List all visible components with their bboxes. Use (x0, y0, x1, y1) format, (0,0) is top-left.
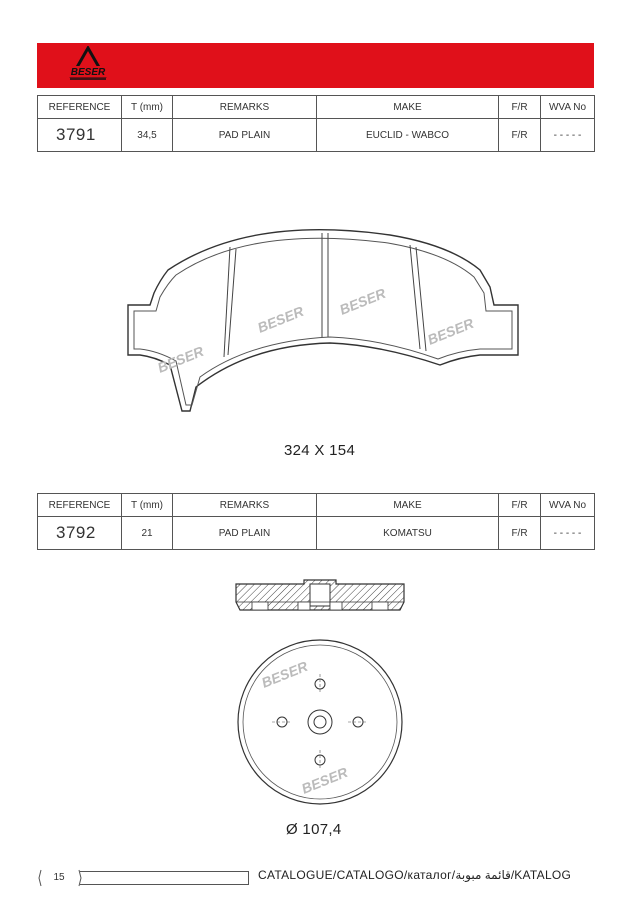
col-wva: WVA No (541, 96, 595, 119)
col-reference: REFERENCE (38, 494, 122, 517)
wva-value: - - - - - (541, 517, 595, 550)
remarks-value: PAD PLAIN (173, 517, 317, 550)
col-thickness: T (mm) (122, 96, 173, 119)
table-header-row (38, 494, 595, 517)
footer-rule (80, 871, 249, 885)
col-fr: F/R (499, 96, 541, 119)
brake-pad-drawing-3791 (120, 225, 525, 420)
watermark: BESER (155, 342, 206, 376)
make-value: EUCLID - WABCO (317, 119, 499, 152)
beser-logo-icon (60, 46, 116, 86)
col-fr: F/R (499, 494, 541, 517)
col-remarks: REMARKS (173, 96, 317, 119)
header-bar (37, 43, 594, 88)
reference-value: 3791 (38, 119, 122, 152)
logo-text: BESER (70, 67, 106, 78)
table-header-row (38, 96, 595, 119)
wva-value: - - - - - (541, 119, 595, 152)
disc-section-drawing (232, 578, 408, 618)
watermark: BESER (425, 314, 476, 348)
remarks-value: PAD PLAIN (173, 119, 317, 152)
make-value: KOMATSU (317, 517, 499, 550)
catalogue-text: CATALOGUE/CATALOGO/каталог/قائمة مبوبة/KATALOG (258, 868, 572, 882)
page-number: 15 (53, 872, 65, 883)
col-remarks: REMARKS (173, 494, 317, 517)
watermark: BESER (299, 763, 350, 797)
table-row (38, 517, 595, 550)
diameter-label: Ø 107,4 (286, 821, 342, 838)
col-make: MAKE (317, 96, 499, 119)
dimensions-label: 324 X 154 (284, 442, 356, 459)
disc-front-drawing-3792 (234, 636, 406, 808)
fr-value: F/R (499, 517, 541, 550)
spec-table-3792 (37, 493, 595, 550)
reference-value: 3792 (38, 517, 122, 550)
fr-value: F/R (499, 119, 541, 152)
watermark: BESER (255, 302, 306, 336)
col-reference: REFERENCE (38, 96, 122, 119)
table-row (38, 119, 595, 152)
col-thickness: T (mm) (122, 494, 173, 517)
thickness-value: 34,5 (122, 119, 173, 152)
col-wva: WVA No (541, 494, 595, 517)
page-number-frame (37, 869, 83, 887)
col-make: MAKE (317, 494, 499, 517)
thickness-value: 21 (122, 517, 173, 550)
spec-table-3791 (37, 95, 595, 152)
watermark: BESER (337, 284, 388, 318)
watermark: BESER (259, 657, 310, 691)
